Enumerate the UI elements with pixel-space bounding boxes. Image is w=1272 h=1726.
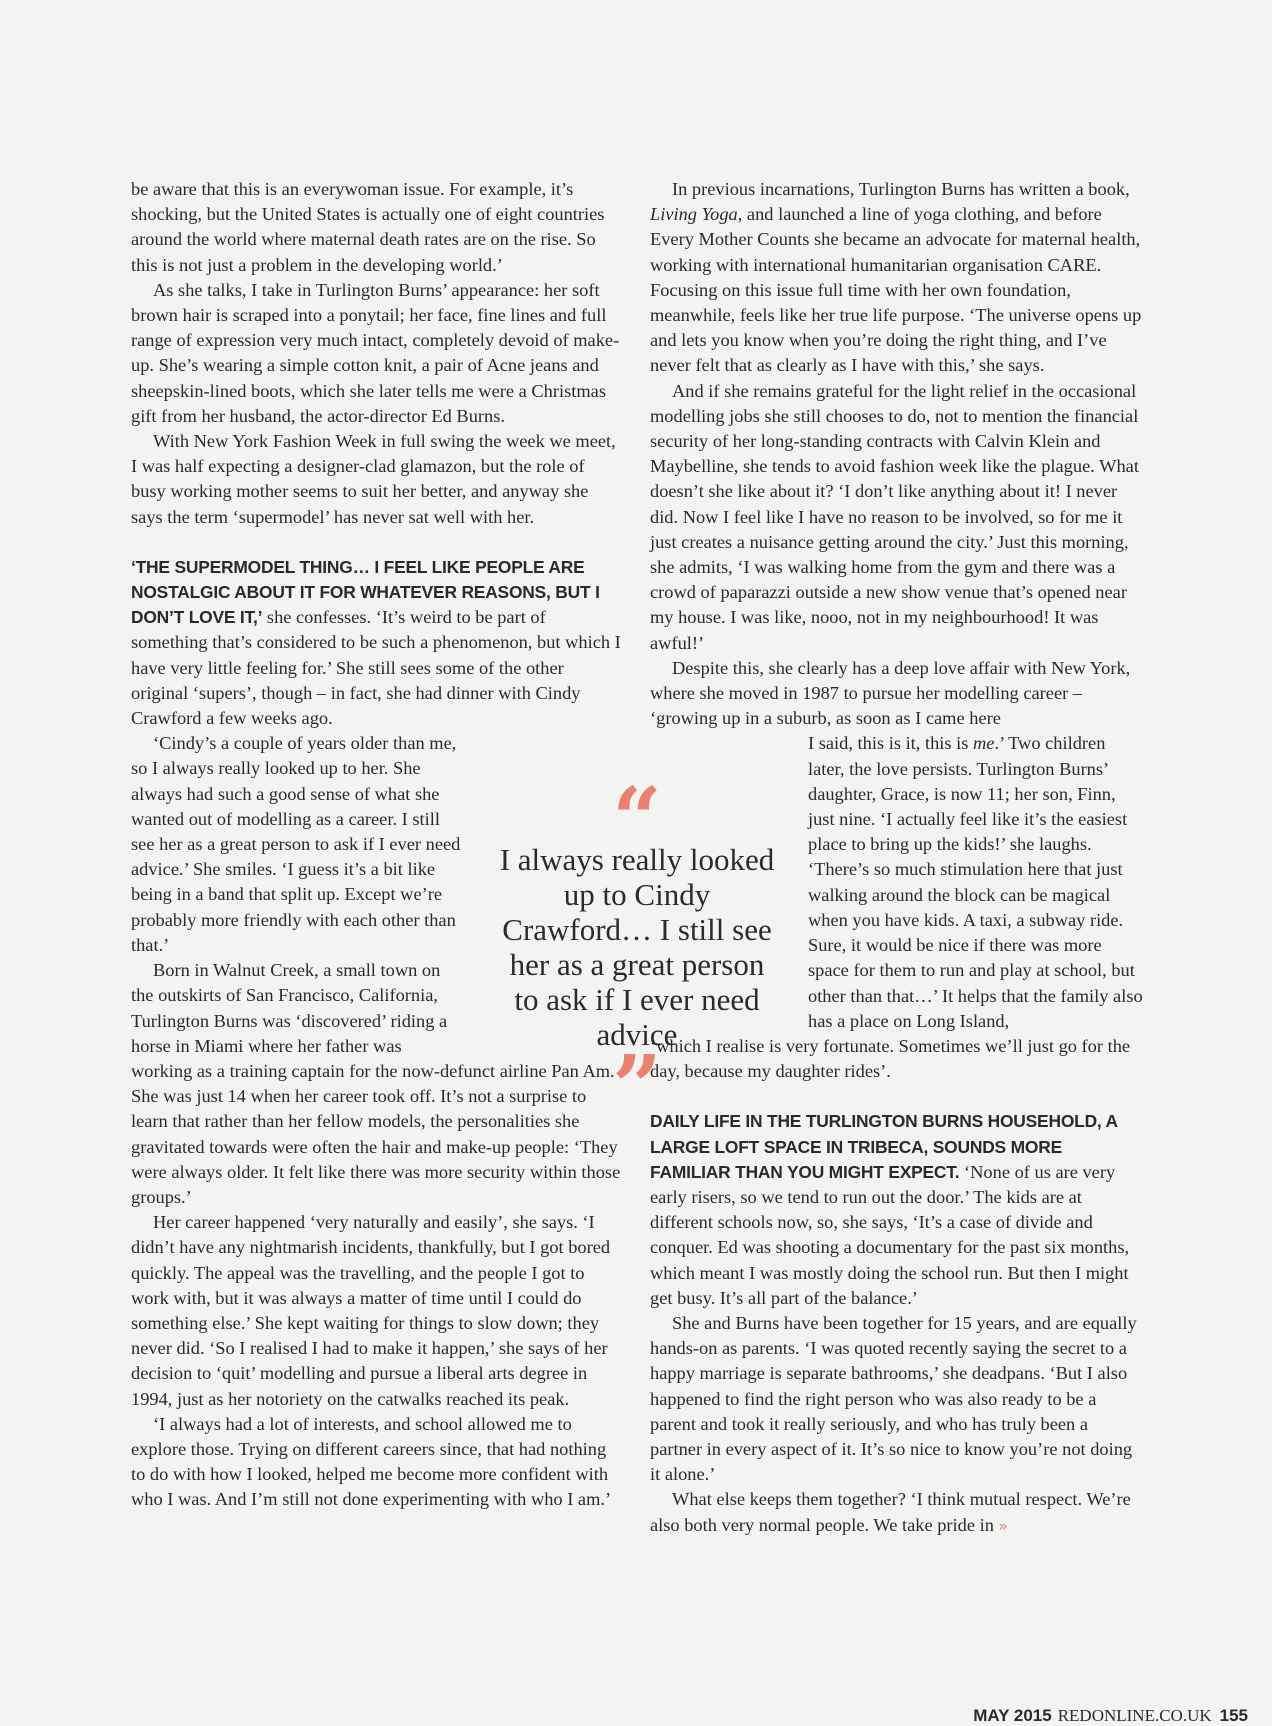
body-paragraph: ‘I always had a lot of interests, and school allowed me to explore those. Trying on different careers since, that had nothing to do with how I looked, helped me become more confident with who I was. And I’m still not done experimenting with who I am.’: [131, 1413, 612, 1510]
emphasis-text: me: [973, 733, 995, 754]
website: REDONLINE.CO.UK: [1057, 1706, 1212, 1725]
body-paragraph: Despite this, she clearly has a deep love affair with New York, where she moved in 1987 to pursue her modelling career – ‘growing up in a suburb, as soon as I came here: [650, 657, 1131, 729]
body-paragraph: She and Burns have been together for 15 years, and are equally hands-on as parents. ‘I was quoted recently saying the secret to a happy marriage is separate bathrooms,’ she deadpans. ‘But I also happened to find the right person who was also ready to be a parent and took it really seriously, and who has truly been a partner in every aspect of it. It’s so nice to know you’re not doing it alone.’: [650, 1312, 1137, 1485]
body-text: .’ Two children later, the love persists. Turlington Burns’ daughter, Grace, is now 11; her son, Finn, just nine. ‘I actually feel like it’s the easiest place to bring up the kids!’ she laughs. ‘There’s so much stimulation here that just walking around the block can be magical when you have kids. A taxi, a subway ride. Sure, it would be nice if there was more space for them to run and play at school, but other than that…’ It helps that the family also has a place on Long Island,: [808, 733, 1143, 1031]
body-paragraph: And if she remains grateful for the light relief in the occasional modelling jobs she still chooses to do, not to mention the financial security of her long-standing contracts with Calvin Klein and Maybelline, she tends to avoid fashion week like the plague. What doesn’t she like about it? ‘I don’t like anything about it! I never did. Now I feel like I have no reason to be involved, so for me it just creates a nuisance getting around the city.’ Just this morning, she admits, ‘I was walking home from the gym and there was a crowd of paparazzi outside a new show venue that’s opened near my house. I was like, nooo, not in my neighbourhood! It was awful!’: [650, 380, 1139, 653]
body-paragraph: be aware that this is an everywoman issue. For example, it’s shocking, but the United States is actually one of eight countries around the world where maternal death rates are on the rise. So this is not just a problem in the developing world.’: [131, 179, 605, 275]
continue-arrow-icon: »: [998, 1516, 1008, 1535]
section-lead-in: DAILY LIFE IN THE TURLINGTON BURNS HOUSEHOLD, A LARGE LOFT SPACE IN TRIBECA, SOUNDS MORE FAMILIAR THAN YOU MIGHT EXPECT.: [650, 1111, 1118, 1182]
section-lead-in: ‘THE SUPERMODEL THING… I FEEL LIKE PEOPLE ARE NOSTALGIC ABOUT IT FOR WHATEVER REASONS, BUT I DON’T LOVE IT,’: [131, 556, 600, 628]
right-column: [650, 177, 1144, 1539]
body-paragraph: working as a training captain for the now-defunct airline Pan Am. She was just 14 when her career took off. It’s not a surprise to learn that rather than her fellow models, the personalities she gravitated towards were often the hair and make-up people: ‘They were always older. It felt like there was more security within those groups.’: [131, 1060, 621, 1207]
section-paragraph: [650, 1109, 1144, 1311]
close-quote-mark: ”: [612, 1037, 662, 1138]
section-paragraph: [131, 555, 621, 731]
body-paragraph: [808, 731, 1144, 1033]
body-text: What else keeps them together? ‘I think mutual respect. We’re also both very normal people. We take pride in: [650, 1489, 1131, 1535]
wrapped-text-block: [808, 731, 1144, 1033]
issue-date: MAY 2015: [973, 1706, 1052, 1725]
page-number: 155: [1219, 1706, 1248, 1725]
body-paragraph: Her career happened ‘very naturally and easily’, she says. ‘I didn’t have any nightmarish incidents, thankfully, but I got bored quickly. The appeal was the travelling, and the people I got to work with, but it was always a matter of time until I could do something else.’ She kept waiting for things to slow down; they never did. ‘So I realised I had to make it happen,’ she says of her decision to ‘quit’ modelling and pursue a liberal arts degree in 1994, just as her notoriety on the catwalks reached its peak.: [131, 1212, 611, 1409]
pull-quote-text: I always really looked up to Cindy Crawford… I still see her as a great person to ask if I ever need advice: [499, 842, 775, 1052]
body-text: , and launched a line of yoga clothing, and before Every Mother Counts she became an advocate for maternal health, working with international humanitarian organisation CARE. Focusing on this issue full time with her own foundation, meanwhile, feels like her true life purpose. ‘The universe opens up and lets you know when you’re doing the right thing, and I’ve never felt that as clearly as I have with this,’ she says.: [650, 204, 1142, 376]
body-paragraph: ‘which I realise is very fortunate. Sometimes we’ll just go for the day, because my daughter rides’.: [650, 1035, 1131, 1082]
open-quote-mark: “: [612, 769, 662, 870]
page-footer: [973, 1706, 1248, 1726]
body-paragraph: Born in Walnut Creek, a small town on the outskirts of San Francisco, California, Turlington Burns was ‘discovered’ riding a horse in Miami where her father was: [131, 960, 448, 1056]
body-paragraph: [650, 177, 1144, 379]
wrapped-text-block: [131, 731, 461, 1059]
body-paragraph: With New York Fashion Week in full swing the week we meet, I was half expecting a designer-clad glamazon, but the role of busy working mother seems to suit her better, and anyway she says the term ‘supermodel’ has never sat well with her.: [131, 431, 616, 527]
section-body: ‘None of us are very early risers, so we tend to run out the door.’ The kids are at different schools now, so, she says, ‘It’s a case of divide and conquer. Ed was shooting a documentary for the past six months, which meant I was mostly doing the school run. But then I might get busy. It’s all part of the balance.’: [650, 1161, 1130, 1308]
body-text: I said, this is it, this is: [808, 733, 974, 754]
section-body: she confesses. ‘It’s weird to be part of something that’s considered to be such a phenomenon, but which I have very little feeling for.’ She still sees some of the other original ‘supers’, though – in fact, she had dinner with Cindy Crawford a few weeks ago.: [131, 607, 621, 729]
body-paragraph: ‘Cindy’s a couple of years older than me, so I always really looked up to her. She always had such a good sense of what she wanted out of modelling as a career. I still see her as a great person to ask if I ever need advice.’ She smiles. ‘I guess it’s a bit like being in a band that split up. Except we’re probably more friendly with each other than that.’: [131, 733, 461, 955]
body-text: In previous incarnations, Turlington Burns has written a book,: [672, 179, 1130, 199]
body-paragraph: [650, 1487, 1144, 1538]
book-title: Living Yoga: [650, 204, 738, 225]
body-paragraph: As she talks, I take in Turlington Burns’ appearance: her soft brown hair is scraped into a ponytail; her face, fine lines and full range of expression very much intact, completely devoid of make-up. She’s wearing a simple cotton knit, a pair of Acne jeans and sheepskin-lined boots, which she later tells me were a Christmas gift from her husband, the actor-director Ed Burns.: [131, 279, 620, 426]
